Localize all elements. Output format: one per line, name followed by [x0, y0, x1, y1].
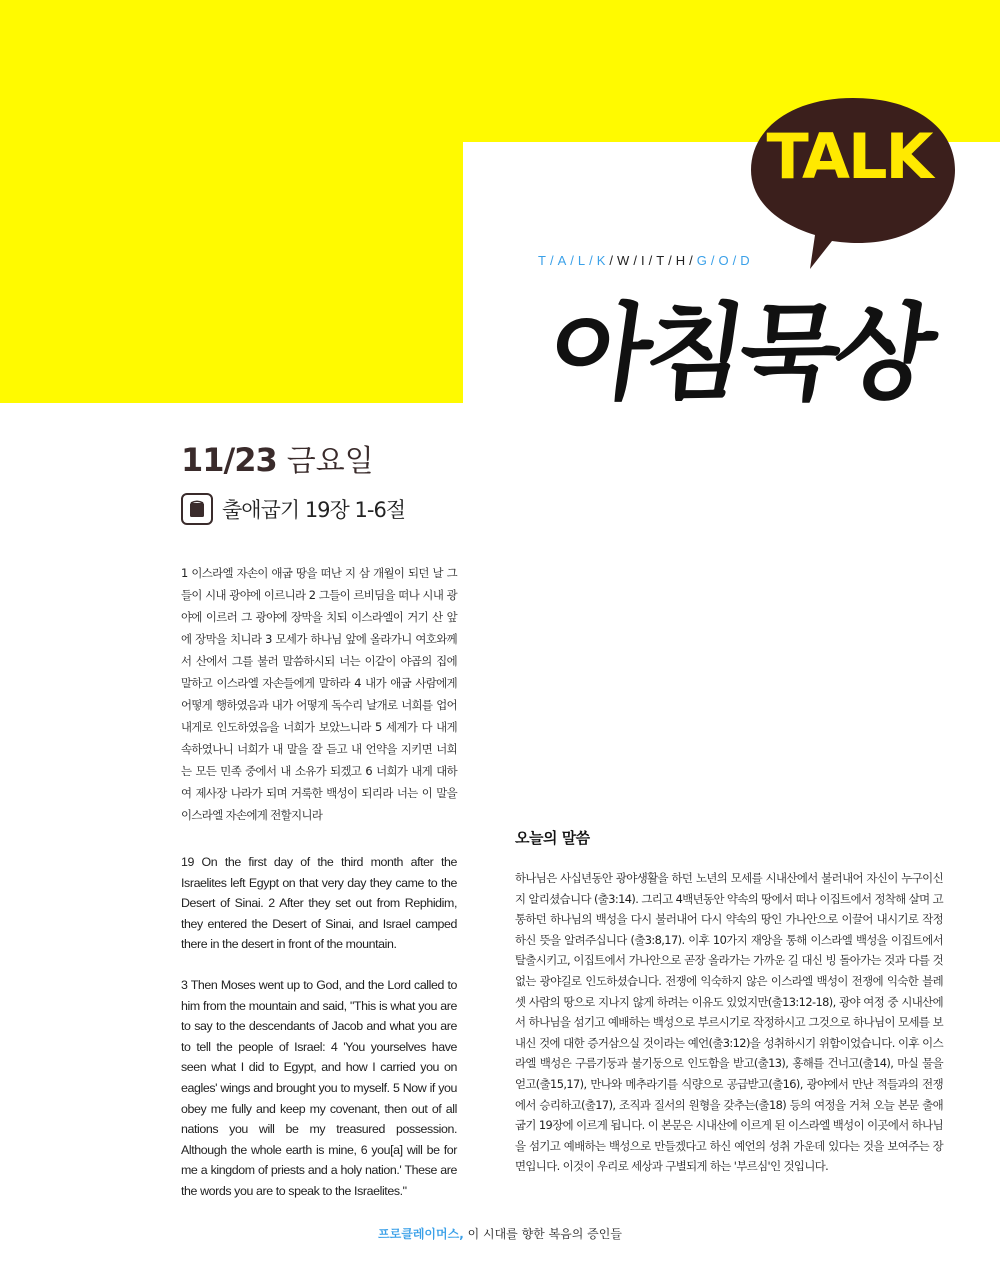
tagline-separator: / — [609, 253, 614, 268]
tagline-separator: / — [689, 253, 693, 268]
bible-icon — [181, 493, 213, 525]
today-word-body: 하나님은 사십년동안 광야생활을 하던 노년의 모세를 시내산에서 불러내어 자신이 누구이신지 알리셨습니다 (출3:14). 그리고 4백년동안 약속의 땅에서 떠나 이집트에서 정착해 살며 고통하던 하나님의 백성을 다시 불러내어 다시 약속의 땅인 가나안으로 이끌어 내시기로 작정하신 뜻을 알려주십니다 (출3:8,17). 이후 10가지 재앙을 통해 이스라엘 백성을 이집트에서 탈출시키고, 이집트에서 가나안으로 곧장 올라가는 가까운 길 대신 빙 돌아가는 것과 다를 것 없는 광야길로 인도하셨습니다. 전쟁에 익숙하지 않은 이스라엘 백성이 전쟁에 익숙한 블레셋 사람의 땅으로 지나지 않게 하려는 이유도 있었지만(출13:12-18), 광야 여정 중 시내산에서 하나님을 섬기고 예배하는 백성으로 부르시기로 작정하시고 그것으로 하나님이 모세를 보내신 것에 대한 증거삼으실 것이라는 예언(출3:12)을 성취하시기 위함이었습니다. 이후 이스라엘 백성은 구름기둥과 불기둥으로 인도함을 받고(출13), 홍해를 건너고(출14), 마실 물을 얻고(출15,17), 만나와 메추라기를 식량으로 공급받고(출16), 광야에서 만난 적들과의 전쟁에서 승리하고(출17), 조직과 질서의 원형을 갖추는(출18) 등의 여정을 거쳐 오늘 본문 출애굽기 19장에 이르게 됩니다. 이 본문은 시내산에 이르게 된 이스라엘 백성이 이곳에서 하나님을 섬기고 예배하는 백성으로 만들겠다고 하신 예언의 성취 가운데 있다는 것을 보여주는 장면입니다. 이것이 우리로 세상과 구별되게 하는 '부르심'인 것입니다. — [515, 871, 943, 1174]
tagline-word-talk-letter: A — [557, 253, 567, 268]
tagline-word-god-letter: O — [718, 253, 729, 268]
tagline-separator: / — [648, 253, 653, 268]
tagline-word-god-letter: G — [696, 253, 707, 268]
scripture-reference-text: 출애굽기 19장 1-6절 — [222, 498, 406, 522]
tagline-separator: / — [570, 253, 574, 268]
tagline-separator: / — [732, 253, 737, 268]
tagline-word-talk-letter: T — [538, 253, 546, 268]
calligraphy-title-text: 아침묵상 — [542, 291, 938, 414]
footer-brand: 프로클레이머스, — [378, 1227, 464, 1241]
tagline-word-with-letter: I — [640, 253, 645, 268]
tagline-word-with-letter: T — [656, 253, 665, 268]
tagline-separator: / — [589, 253, 593, 268]
today-word-heading: 오늘의 말씀 — [515, 829, 590, 847]
date-weekday: 금요일 — [286, 444, 374, 479]
tagline-separator: / — [668, 253, 672, 268]
korean-scripture-text: 1 이스라엘 자손이 애굽 땅을 떠난 지 삼 개월이 되던 날 그들이 시내 광야에 이르니라 2 그들이 르비딤을 떠나 시내 광야에 이르러 그 광야에 장막을 치되 이스라엘이 거기 산 앞에 장막을 치니라 3 모세가 하나님 앞에 올라가니 여호와께서 산에서 그를 불러 말씀하시되 너는 이같이 야곱의 집에 말하고 이스라엘 자손들에게 말하라 4 내가 애굽 사람에게 어떻게 행하였음과 내가 어떻게 독수리 날개로 너희를 업어 내게로 인도하였음을 너희가 보았느니라 5 세계가 다 내게 속하였나니 너희가 내 말을 잘 듣고 내 언약을 지키면 너희는 모든 민족 중에서 내 소유가 되겠고 6 너희가 내게 대하여 제사장 나라가 되며 거룩한 백성이 되리라 너는 이 말을 이스라엘 자손에게 전할지니라 — [181, 566, 457, 822]
scripture-reference — [181, 492, 405, 526]
date-number: 11/23 — [181, 441, 277, 479]
talk-label: TALK — [766, 120, 932, 193]
tagline-word-with-letter: W — [617, 253, 630, 268]
tagline-separator: / — [633, 253, 637, 268]
tagline-word-with-letter: H — [675, 253, 686, 268]
yellow-banner-left — [0, 0, 463, 403]
tagline-separator: / — [549, 253, 554, 268]
date-heading — [181, 438, 374, 488]
footer-tagline: 이 시대를 향한 복음의 증인들 — [463, 1227, 622, 1241]
english-scripture-paragraph-2: 3 Then Moses went up to God, and the Lord called to him from the mountain and said, "This is what you are to say to the descendants of Jacob and what you are to tell the people of Israel: 4 'You yourselves have seen what I did to Egypt, and how I carried you on eagles' wings and brought you to myself. 5 Now if you obey me fully and keep my covenant, then out of all nations you will be my treasured possession. Although the whole earth is mine, 6 you[a] will be for me a kingdom of priests and a holy nation.' These are the words you are to speak to the Israelites." — [181, 978, 457, 1198]
tagline-separator: / — [710, 253, 715, 268]
talk-with-god-tagline — [536, 253, 752, 268]
tagline-word-god-letter: D — [740, 253, 750, 268]
tagline-word-talk-letter: L — [577, 253, 586, 268]
tagline-word-talk-letter: K — [596, 253, 606, 268]
english-scripture-paragraph-1: 19 On the first day of the third month after the Israelites left Egypt on that very day they came to the Desert of Sinai. 2 After they set out from Rephidim, they entered the Desert of Sinai, and Israel camped there in the desert in front of the mountain. — [181, 855, 457, 951]
footer — [0, 1224, 1000, 1244]
calligraphy-title — [530, 283, 950, 433]
